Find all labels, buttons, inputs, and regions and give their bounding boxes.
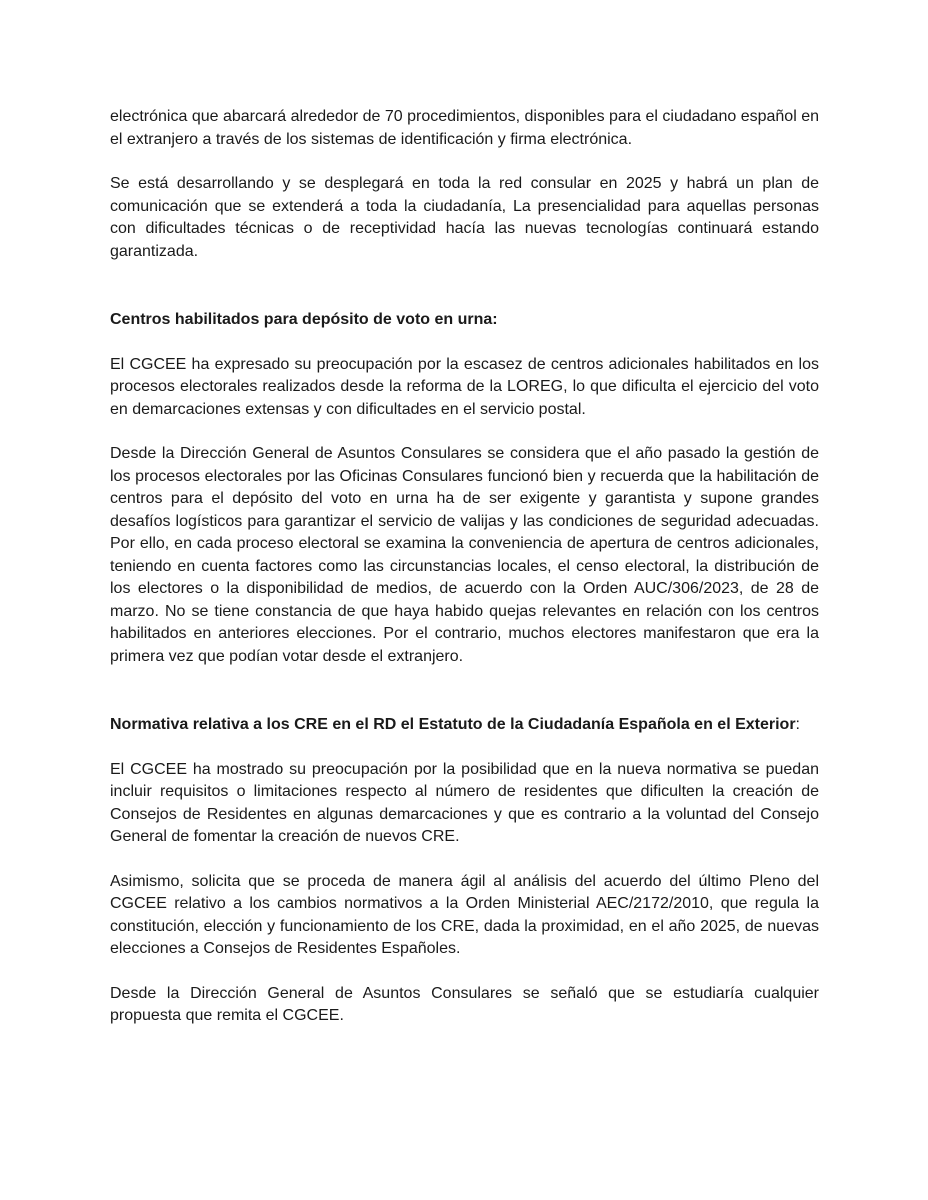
section-heading-cre-regulation-bold: Normativa relativa a los CRE en el RD el Estatuto de la Ciudadanía Española en el Exterior bbox=[110, 716, 796, 733]
section-heading-colon: : bbox=[795, 716, 800, 733]
paragraph-gap bbox=[110, 332, 819, 354]
section-heading-cre-regulation bbox=[110, 714, 819, 737]
paragraph-gap bbox=[110, 151, 819, 173]
paragraph-gap bbox=[110, 737, 819, 759]
paragraph-gap bbox=[110, 421, 819, 443]
paragraph-consular-affairs-response: Desde la Dirección General de Asuntos Consulares se considera que el año pasado la gestión de los procesos electorales por las Oficinas Consulares funcionó bien y recuerda que la habilitación de centros para el depósito del voto en urna ha de ser exigente y garantista y supone grandes desafíos logísticos para garantizar el servicio de valijas y las condiciones de seguridad adecuadas. Por ello, en cada proceso electoral se examina la conveniencia de apertura de centros adicionales, teniendo en cuenta factores como las circunstancias locales, el censo electoral, la distribución de los electores o la disponibilidad de medios, de acuerdo con la Orden AUC/306/2023, de 28 de marzo. No se tiene constancia de que haya habido quejas relevantes en relación con los centros habilitados en anteriores elecciones. Por el contrario, muchos electores manifestaron que era la primera vez que podían votar desde el extranjero. bbox=[110, 445, 819, 665]
paragraph-closing-response: Desde la Dirección General de Asuntos Consulares se señaló que se estudiaría cualquier propuesta que remita el CGCEE. bbox=[110, 984, 819, 1024]
paragraph-cgcee-concern-centers: El CGCEE ha expresado su preocupación por la escasez de centros adicionales habilitados en los procesos electorales realizados desde la reforma de la LOREG, lo que dificulta el ejercicio del voto en demarcaciones extensas y con dificultades en el servicio postal. bbox=[110, 355, 819, 418]
paragraph-consular-network-deployment: Se está desarrollando y se desplegará en toda la red consular en 2025 y habrá un plan de comunicación que se extenderá a toda la ciudadanía, La presencialidad para aquellas personas con dificultades técnicas o de receptividad hacía las nuevas tecnologías continuará estando garantizada. bbox=[110, 175, 819, 260]
paragraph-cgcee-concern-cre: El CGCEE ha mostrado su preocupación por la posibilidad que en la nueva normativa se puedan incluir requisitos o limitaciones respecto al número de residentes que dificulten la creación de Consejos de Residentes en algunas demarcaciones y que es contrario a la voluntad del Consejo General de fomentar la creación de nuevos CRE. bbox=[110, 760, 819, 845]
section-gap bbox=[110, 263, 819, 309]
paragraph-gap bbox=[110, 961, 819, 983]
paragraph-ministerial-order-request: Asimismo, solicita que se proceda de manera ágil al análisis del acuerdo del último Pleno del CGCEE relativo a los cambios normativos a la Orden Ministerial AEC/2172/2010, que regula la constitución, elección y funcionamiento de los CRE, dada la proximidad, en el año 2025, de nuevas elecciones a Consejos de Residentes Españoles. bbox=[110, 872, 819, 957]
paragraph-electronic-procedures: electrónica que abarcará alrededor de 70 procedimientos, disponibles para el ciudadano español en el extranjero a través de los sistemas de identificación y firma electrónica. bbox=[110, 108, 819, 148]
document-body bbox=[110, 106, 819, 1028]
section-heading-voting-centers: Centros habilitados para depósito de voto en urna: bbox=[110, 311, 498, 328]
paragraph-gap bbox=[110, 849, 819, 871]
section-gap bbox=[110, 668, 819, 714]
